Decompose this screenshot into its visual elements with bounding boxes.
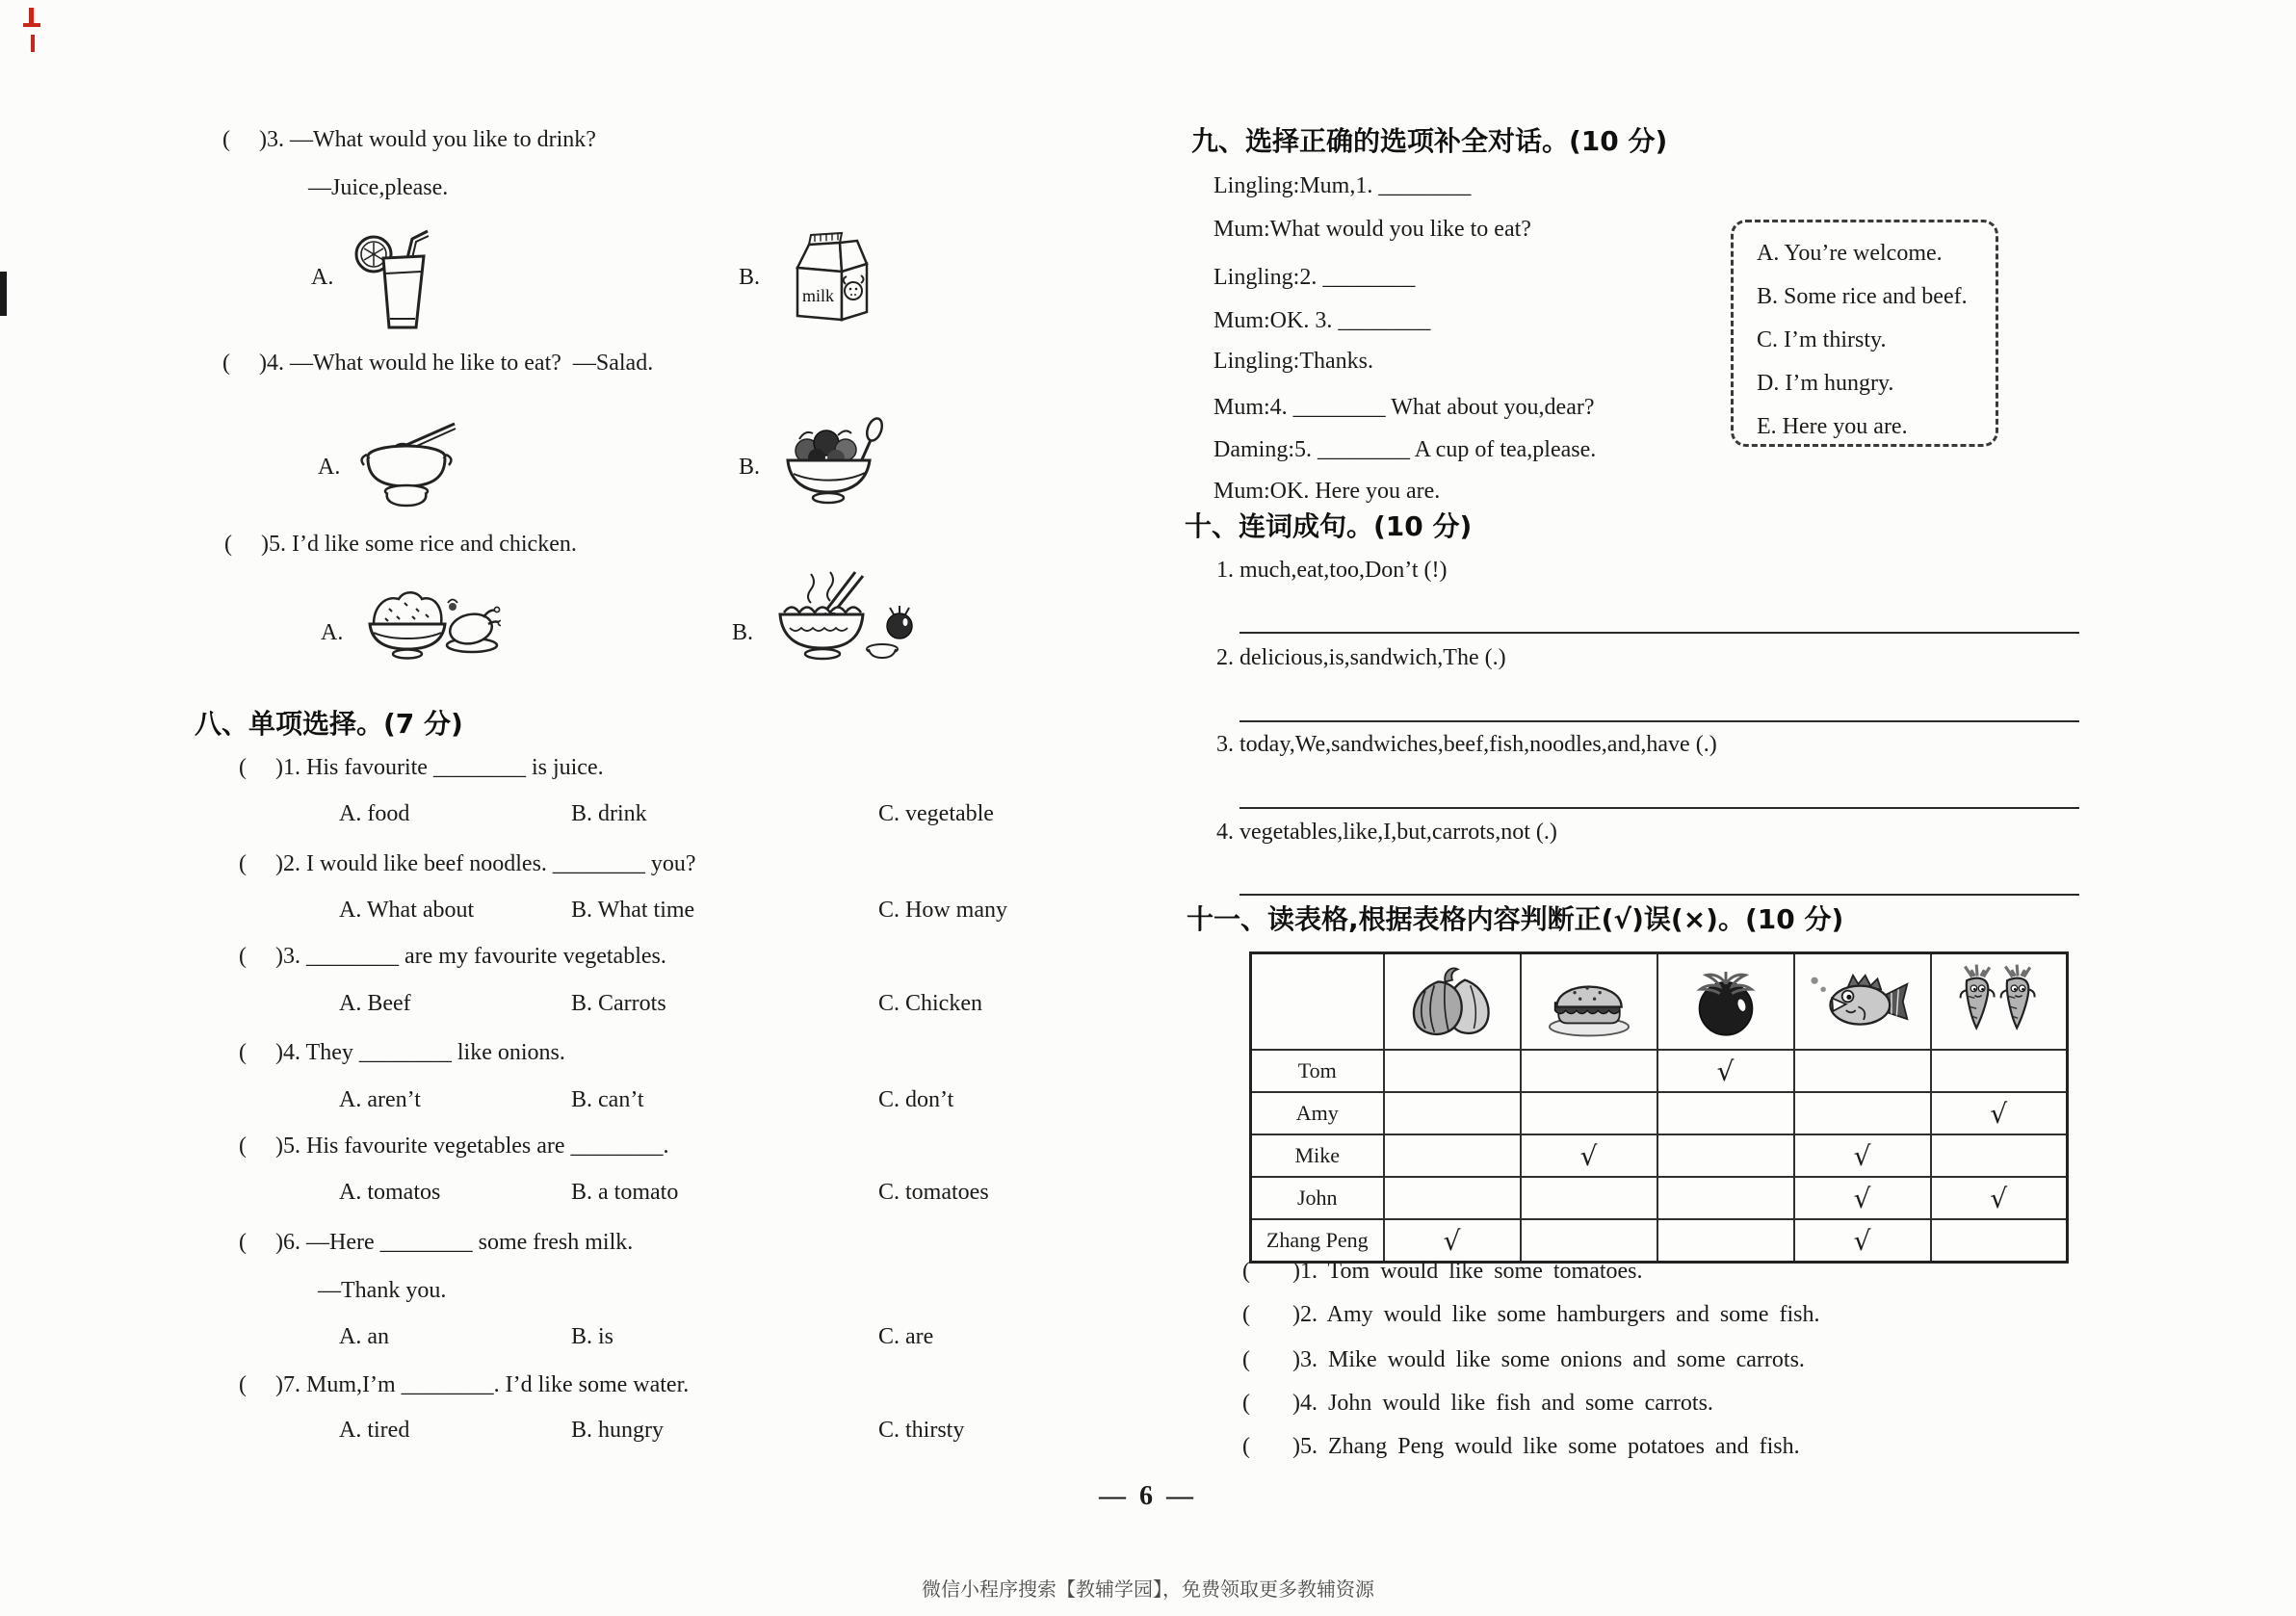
dialog-line-4: Mum:OK. 3. ________ (1213, 308, 1431, 333)
check-zhangpeng-tomato (1657, 1219, 1794, 1263)
section11-statement-3: ( )3. Mike would like some onions and some carrots. (1242, 1347, 1805, 1372)
fish-image (1806, 961, 1919, 1042)
question-3-line-1: ( )3. —What would you like to drink? (222, 127, 596, 152)
section8-q3-stem: ( )3. ________ are my favourite vegetables. (239, 944, 666, 969)
box-option-a: A. You’re welcome. (1757, 241, 1943, 266)
rice-and-chicken-image (356, 584, 501, 668)
section8-q3-option-a: A. Beef (339, 991, 411, 1016)
check-mike-tomato (1657, 1134, 1794, 1177)
section8-q6-stem: ( )6. —Here ________ some fresh milk. (239, 1230, 634, 1255)
salad-bowl-image (770, 414, 905, 508)
row-name-amy: Amy (1251, 1092, 1384, 1134)
section8-q1-option-a: A. food (339, 801, 410, 826)
section8-q7-option-b: B. hungry (571, 1418, 664, 1443)
section10-item-1: 1. much,eat,too,Don’t (!) (1216, 558, 1448, 583)
section8-q7-option-c: C. thirsty (878, 1418, 965, 1443)
milk-carton-image (790, 227, 874, 322)
check-mike-fish: √ (1794, 1134, 1931, 1177)
check-mike-hamburger: √ (1521, 1134, 1657, 1177)
question-4-option-b-label: B. (739, 455, 761, 480)
watermark-text: 微信小程序搜索【教辅学园】，免费领取更多教辅资源 (922, 1577, 1374, 1601)
check-john-fish: √ (1794, 1177, 1931, 1219)
check-zhangpeng-onion: √ (1384, 1219, 1521, 1263)
section11-statement-4: ( )4. John would like fish and some carrots. (1242, 1391, 1713, 1416)
scan-artifact-edge-mark (0, 272, 7, 316)
section8-q1-option-c: C. vegetable (878, 801, 994, 826)
question-5-line-1: ( )5. I’d like some rice and chicken. (224, 532, 577, 557)
section8-q4-option-b: B. can’t (571, 1087, 644, 1112)
section8-q2-option-b: B. What time (571, 898, 695, 923)
noodles-bowl-image (761, 570, 925, 668)
box-option-b: B. Some rice and beef. (1757, 284, 1968, 309)
answer-line-2 (1239, 720, 2079, 722)
section8-q6-stem-line2: —Thank you. (318, 1278, 447, 1303)
answer-line-3 (1239, 807, 2079, 809)
box-option-d: D. I’m hungry. (1757, 371, 1894, 396)
dialog-line-5: Lingling:Thanks. (1213, 349, 1373, 374)
section11-statement-2: ( )2. Amy would like some hamburgers and some fish. (1242, 1302, 1820, 1327)
section11-title: 十一、读表格,根据表格内容判断正(√)误(×)。(10 分) (1187, 903, 1844, 935)
section8-q2-option-c: C. How many (878, 898, 1007, 923)
section8-q4-stem: ( )4. They ________ like onions. (239, 1040, 565, 1065)
check-john-hamburger (1521, 1177, 1657, 1219)
check-john-onion (1384, 1177, 1521, 1219)
row-name-tom: Tom (1251, 1050, 1384, 1092)
question-5-option-a-label: A. (321, 620, 344, 645)
tomato-image (1676, 961, 1776, 1042)
table-corner-cell (1251, 953, 1384, 1051)
question-5-option-b-label: B. (732, 620, 754, 645)
scan-artifact-red-mark (23, 23, 40, 27)
check-zhangpeng-carrots (1931, 1219, 2068, 1263)
milk-label: milk (802, 286, 835, 305)
check-amy-tomato (1657, 1092, 1794, 1134)
page-number: — 6 — (1099, 1481, 1193, 1511)
food-preference-table (1249, 951, 2069, 1264)
section8-q2-option-a: A. What about (339, 898, 475, 923)
check-tom-fish (1794, 1050, 1931, 1092)
section11-statement-1: ( )1. Tom would like some tomatoes. (1242, 1259, 1643, 1284)
scan-artifact-red-mark (31, 35, 35, 52)
dialog-line-2: Mum:What would you like to eat? (1213, 217, 1531, 242)
box-option-e: E. Here you are. (1757, 414, 1908, 439)
section8-q7-stem: ( )7. Mum,I’m ________. I’d like some water. (239, 1372, 690, 1397)
section8-title: 八、单项选择。(7 分) (195, 708, 463, 740)
answer-line-1 (1239, 632, 2079, 634)
check-tom-onion (1384, 1050, 1521, 1092)
check-tom-hamburger (1521, 1050, 1657, 1092)
check-amy-hamburger (1521, 1092, 1657, 1134)
check-zhangpeng-fish: √ (1794, 1219, 1931, 1263)
section10-item-4: 4. vegetables,like,I,but,carrots,not (.) (1216, 820, 1557, 845)
section8-q5-option-a: A. tomatos (339, 1180, 441, 1205)
check-john-tomato (1657, 1177, 1794, 1219)
section11-statement-5: ( )5. Zhang Peng would like some potatoes and fish. (1242, 1434, 1800, 1459)
soup-pot-image (356, 416, 470, 508)
section8-q6-option-c: C. are (878, 1324, 934, 1349)
onion-column-header (1384, 953, 1521, 1051)
section8-q2-stem: ( )2. I would like beef noodles. ________ you? (239, 851, 696, 876)
section8-q3-option-b: B. Carrots (571, 991, 666, 1016)
dialog-line-8: Mum:OK. Here you are. (1213, 479, 1441, 504)
check-mike-carrots (1931, 1134, 2068, 1177)
check-john-carrots: √ (1931, 1177, 2068, 1219)
hamburger-column-header (1521, 953, 1657, 1051)
row-name-john: John (1251, 1177, 1384, 1219)
section8-q4-option-c: C. don’t (878, 1087, 954, 1112)
hamburger-image (1535, 961, 1643, 1042)
row-name-zhangpeng: Zhang Peng (1251, 1219, 1384, 1263)
question-3-option-a-label: A. (311, 265, 334, 290)
section8-q1-stem: ( )1. His favourite ________ is juice. (239, 755, 604, 780)
section8-q6-option-a: A. an (339, 1324, 389, 1349)
question-3-option-b-label: B. (739, 265, 761, 290)
juice-glass-image (354, 223, 435, 333)
section10-item-3: 3. today,We,sandwiches,beef,fish,noodles,and,have (.) (1216, 732, 1717, 757)
section8-q1-option-b: B. drink (571, 801, 647, 826)
dialog-options-box (1731, 220, 1998, 447)
check-tom-tomato: √ (1657, 1050, 1794, 1092)
section8-q6-option-b: B. is (571, 1324, 614, 1349)
section10-item-2: 2. delicious,is,sandwich,The (.) (1216, 645, 1506, 670)
fish-column-header (1794, 953, 1931, 1051)
carrots-column-header (1931, 953, 2068, 1051)
section8-q5-stem: ( )5. His favourite vegetables are ________. (239, 1134, 669, 1159)
section8-q5-option-c: C. tomatoes (878, 1180, 989, 1205)
section10-title: 十、连词成句。(10 分) (1185, 510, 1473, 542)
dialog-line-7: Daming:5. ________ A cup of tea,please. (1213, 437, 1597, 462)
carrots-image (1944, 961, 2052, 1042)
question-4-option-a-label: A. (318, 455, 341, 480)
dialog-line-1: Lingling:Mum,1. ________ (1213, 173, 1472, 198)
tomato-column-header (1657, 953, 1794, 1051)
section8-q3-option-c: C. Chicken (878, 991, 982, 1016)
check-mike-onion (1384, 1134, 1521, 1177)
check-amy-carrots: √ (1931, 1092, 2068, 1134)
section9-title: 九、选择正确的选项补全对话。(10 分) (1191, 125, 1668, 157)
question-4-line-1: ( )4. —What would he like to eat? —Salad. (222, 351, 654, 376)
dialog-line-3: Lingling:2. ________ (1213, 265, 1416, 290)
check-zhangpeng-hamburger (1521, 1219, 1657, 1263)
check-amy-onion (1384, 1092, 1521, 1134)
question-3-line-2: —Juice,please. (308, 175, 449, 200)
dialog-line-6: Mum:4. ________ What about you,dear? (1213, 395, 1595, 420)
section8-q5-option-b: B. a tomato (571, 1180, 679, 1205)
section8-q4-option-a: A. aren’t (339, 1087, 421, 1112)
check-tom-carrots (1931, 1050, 2068, 1092)
section8-q7-option-a: A. tired (339, 1418, 410, 1443)
box-option-c: C. I’m thirsty. (1757, 327, 1887, 352)
row-name-mike: Mike (1251, 1134, 1384, 1177)
check-amy-fish (1794, 1092, 1931, 1134)
onion-image (1398, 961, 1506, 1042)
answer-line-4 (1239, 894, 2079, 896)
